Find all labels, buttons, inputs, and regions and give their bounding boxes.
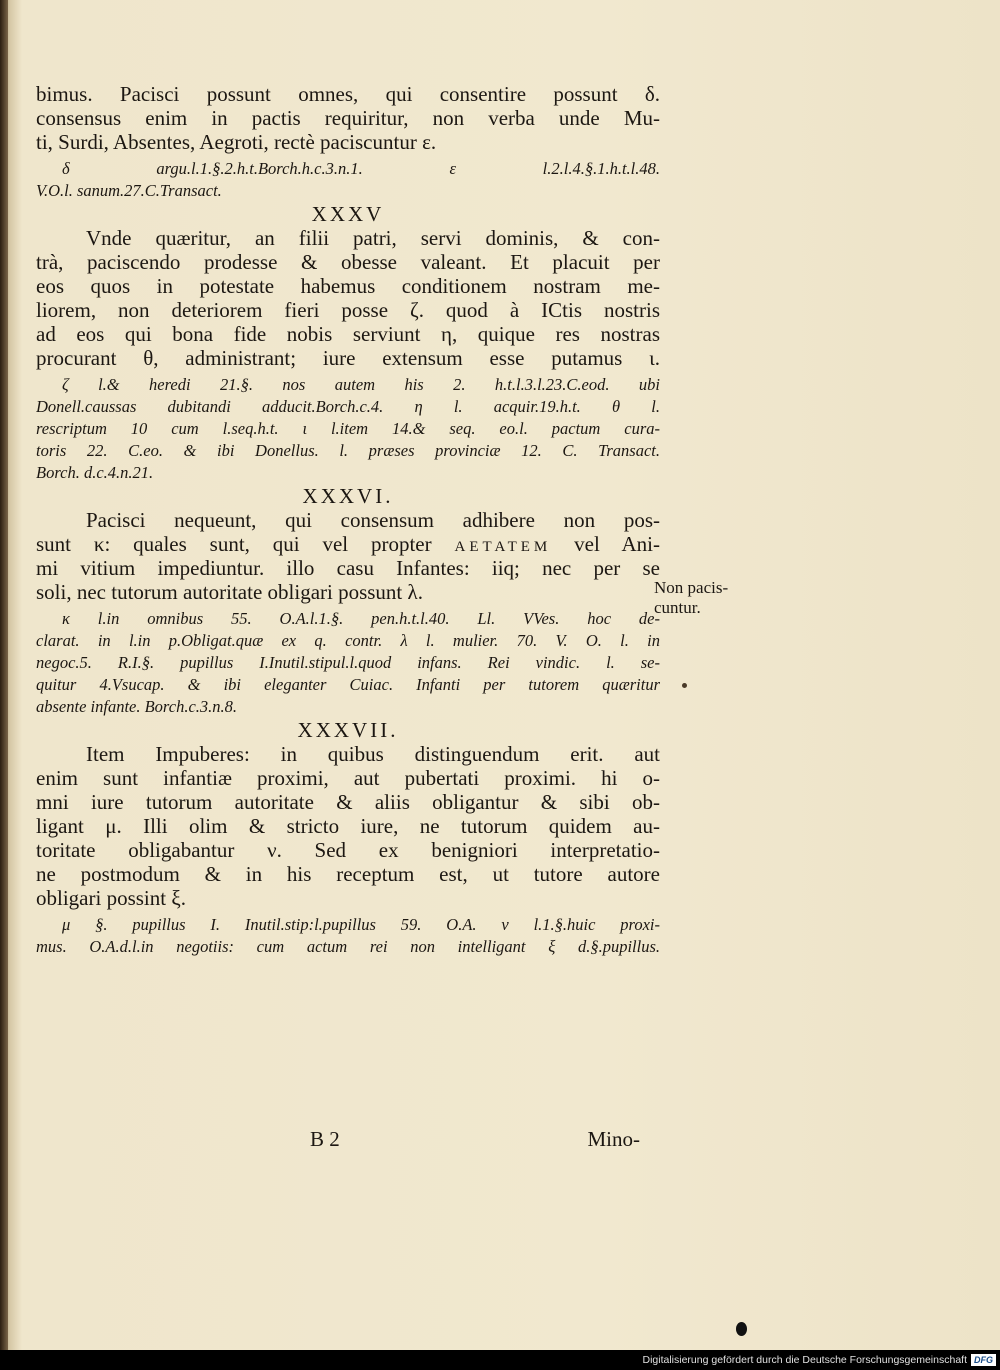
- footnote-line: quitur 4.Vsucap. & ibi eleganter Cuiac. Infanti per tutorem quæritur: [36, 675, 660, 694]
- text-line: mni iure tutorum autoritate & aliis obligantur & sibi ob-: [36, 790, 660, 814]
- text-line: enim sunt infantiæ proximi, aut pubertati proximi. hi o-: [36, 766, 660, 790]
- marginal-note: [654, 578, 774, 618]
- footnote-line: Donell.caussas dubitandi adducit.Borch.c.4. η l. acquir.19.h.t. θ l.: [36, 397, 660, 416]
- text-fragment: vel Ani-: [574, 532, 660, 556]
- footnote-line: negoc.5. R.I.§. pupillus I.Inutil.stipul.l.quod infans. Rei vindic. l. se-: [36, 653, 660, 672]
- footnote-line: μ §. pupillus I. Inutil.stip:l.pupillus 59. O.A. ν l.1.§.huic proxi-: [62, 915, 660, 934]
- marginal-note-line: Non pacis-: [654, 578, 729, 597]
- footnote-line: mus. O.A.d.l.in negotiis: cum actum rei non intelligant ξ d.§.pupillus.: [36, 937, 660, 956]
- text-line: Pacisci nequeunt, qui consensum adhibere non pos-: [86, 508, 660, 532]
- text-line: soli, nec tutorum autoritate obligari possunt λ.: [36, 580, 423, 604]
- footnote-line: Borch. d.c.4.n.21.: [36, 463, 154, 482]
- paper-fleck: [682, 683, 687, 688]
- small-caps-word: AETATEM: [454, 539, 552, 555]
- footnote-line: rescriptum 10 cum l.seq.h.t. ι l.item 14.& seq. eo.l. pactum cura-: [36, 419, 660, 438]
- footnote-line: δ argu.l.1.§.2.h.t.Borch.h.c.3.n.1. ε l.2.l.4.§.1.h.t.l.48.: [62, 159, 660, 178]
- section-heading-xxxv: XXXV: [311, 202, 385, 226]
- text-line: trà, paciscendo prodesse & obesse valeant. Et placuit per: [36, 250, 660, 274]
- digitization-credit: [642, 1352, 996, 1368]
- footnote-line: clarat. in l.in p.Obligat.quæ ex q. contr. λ l. mulier. 70. V. O. l. in: [36, 631, 660, 650]
- paper-fleck: [736, 1322, 747, 1336]
- text-line: ne postmodum & in his receptum est, ut tutore autore: [36, 862, 660, 886]
- main-text-block: [36, 82, 660, 958]
- text-line: bimus. Pacisci possunt omnes, qui consentire possunt δ.: [36, 82, 660, 106]
- text-line: obligari possint ξ.: [36, 886, 186, 910]
- text-line: Vnde quæritur, an filii patri, servi dominis, & con-: [86, 226, 660, 250]
- page-footer: [36, 1127, 640, 1153]
- text-line: procurant θ, administrant; iure extensum esse putamus ι.: [36, 346, 660, 370]
- credit-text: Digitalisierung gefördert durch die Deutsche Forschungsgemeinschaft: [642, 1354, 967, 1366]
- text-line: mi vitium impediuntur. illo casu Infantes: iiq; nec per se: [36, 556, 660, 580]
- text-line: eos quos in potestate habemus conditionem nostram me-: [36, 274, 660, 298]
- text-line: ligant μ. Illi olim & stricto iure, ne tutorum quidem au-: [36, 814, 660, 838]
- footnote-line: V.O.l. sanum.27.C.Transact.: [36, 181, 222, 200]
- footnote-line: κ l.in omnibus 55. O.A.l.1.§. pen.h.t.l.40. Ll. VVes. hoc de-: [62, 609, 660, 628]
- section-heading-xxxvii: XXXVII.: [297, 718, 399, 742]
- footnote-line: ζ l.& heredi 21.§. nos autem his 2. h.t.l.3.l.23.C.eod. ubi: [62, 375, 660, 394]
- text-fragment: sunt κ: quales sunt, qui vel propter: [36, 532, 432, 556]
- text-line: ti, Surdi, Absentes, Aegroti, rectè paciscuntur ε.: [36, 130, 437, 154]
- footnote-line: toris 22. C.eo. & ibi Donellus. l. præses provinciæ 12. C. Transact.: [36, 441, 660, 460]
- text-line: consensus enim in pactis requiritur, non verba unde Mu-: [36, 106, 660, 130]
- section-heading-xxxvi: XXXVI.: [302, 484, 394, 508]
- text-line: Item Impuberes: in quibus distinguendum erit. aut: [86, 742, 660, 766]
- catchword: Mino-: [587, 1127, 640, 1151]
- text-line: toritate obligabantur ν. Sed ex benigniori interpretatio-: [36, 838, 660, 862]
- text-line: ad eos qui bona fide nobis serviunt η, quique res nostras: [36, 322, 660, 346]
- text-line: liorem, non deteriorem fieri posse ζ. quod à ICtis nostris: [36, 298, 660, 322]
- text-line: [36, 532, 660, 556]
- footnote-line: absente infante. Borch.c.3.n.8.: [36, 697, 238, 716]
- dfg-logo-icon: DFG: [971, 1354, 996, 1366]
- book-spine-edge: [0, 0, 8, 1350]
- marginal-note-line: cuntur.: [654, 598, 701, 617]
- signature-mark: B 2: [310, 1127, 340, 1151]
